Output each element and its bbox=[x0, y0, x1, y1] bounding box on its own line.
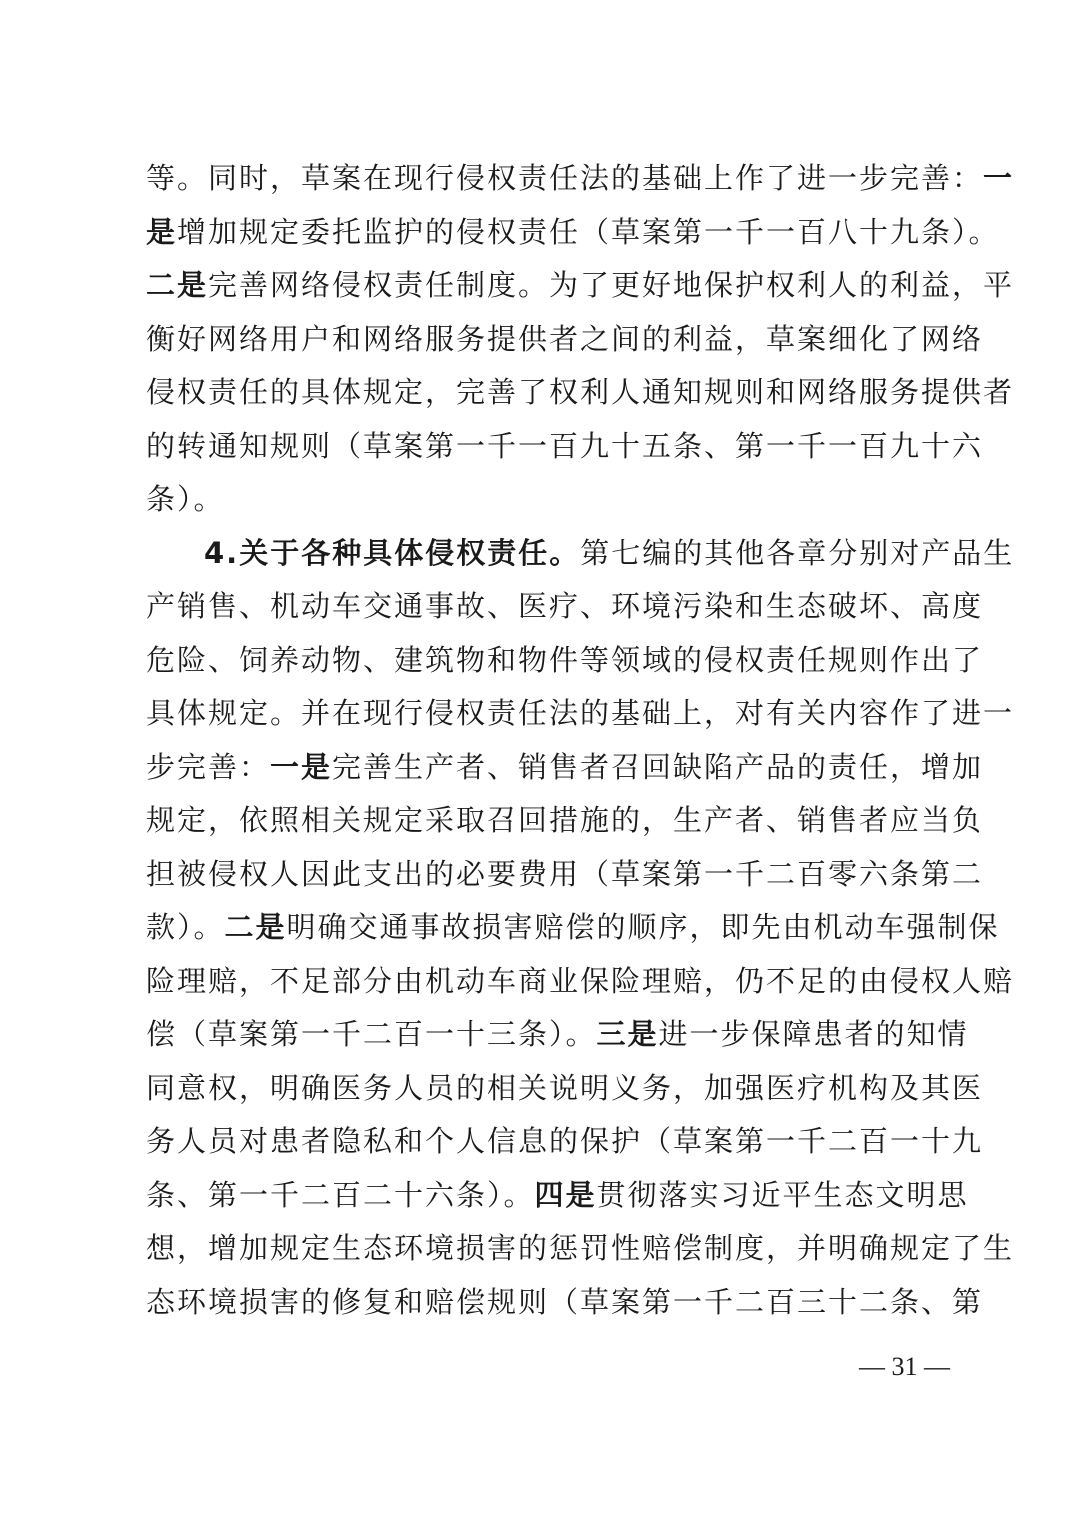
text-line bbox=[146, 1068, 984, 1108]
text-line bbox=[146, 800, 984, 840]
text-run: 增加规定委托监护的侵权责任（草案第一千一百八十九条）。 bbox=[177, 215, 1000, 249]
text-line bbox=[146, 265, 1015, 305]
text-run: 具体规定。并在现行侵权责任法的基础上，对有关内容作了进一 bbox=[146, 696, 1015, 730]
text-run: 进一步保障患者的知情 bbox=[658, 1017, 969, 1051]
text-run: 产销售、机动车交通事故、医疗、环境污染和生态破坏、高度 bbox=[146, 589, 984, 623]
bold-text: 三是 bbox=[596, 1017, 659, 1051]
text-run: 规定，依照相关规定采取召回措施的，生产者、销售者应当负 bbox=[146, 803, 984, 837]
text-line bbox=[146, 693, 1015, 733]
text-run: 条、第一千二百二十六条）。 bbox=[146, 1178, 535, 1212]
text-line bbox=[146, 1014, 969, 1054]
text-line bbox=[146, 854, 984, 894]
text-run: 偿（草案第一千二百一十三条）。 bbox=[146, 1017, 597, 1051]
text-line bbox=[146, 426, 984, 466]
text-run: 的转通知规则（草案第一千一百九十五条、第一千一百九十六 bbox=[146, 429, 984, 463]
text-run: 步完善： bbox=[146, 750, 271, 784]
text-line bbox=[146, 586, 984, 626]
text-line bbox=[146, 1175, 969, 1215]
text-run: 条）。 bbox=[146, 482, 225, 516]
text-line bbox=[146, 479, 938, 519]
text-run: 态环境损害的修复和赔偿规则（草案第一千二百三十二条、第 bbox=[146, 1285, 984, 1319]
text-run: 第七编的其他各章分别对产品生 bbox=[580, 536, 1015, 570]
text-line bbox=[146, 747, 984, 787]
text-run: 务人员对患者隐私和个人信息的保护（草案第一千二百一十九 bbox=[146, 1124, 984, 1158]
text-line bbox=[146, 640, 984, 680]
text-line bbox=[146, 1121, 984, 1161]
bold-text: 二是 bbox=[224, 910, 287, 944]
text-run: 险理赔，不足部分由机动车商业保险理赔，仍不足的由侵权人赔 bbox=[146, 964, 1015, 998]
text-line bbox=[146, 212, 1000, 252]
text-line bbox=[146, 1228, 1015, 1268]
text-run: 完善生产者、销售者召回缺陷产品的责任，增加 bbox=[332, 750, 984, 784]
text-line bbox=[146, 907, 1000, 947]
bold-text: 一 bbox=[983, 161, 1015, 195]
text-run: 贯彻落实习近平生态文明思 bbox=[596, 1178, 969, 1212]
text-line bbox=[146, 961, 1015, 1001]
text-run: 同意权，明确医务人员的相关说明义务，加强医疗机构及其医 bbox=[146, 1071, 984, 1105]
page-number: — 31 — bbox=[859, 1352, 950, 1381]
text-run: 等。同时，草案在现行侵权责任法的基础上作了进一步完善： bbox=[146, 161, 984, 195]
text-run: 明确交通事故损害赔偿的顺序，即先由机动车强制保 bbox=[286, 910, 1000, 944]
bold-text: 四是 bbox=[534, 1178, 597, 1212]
bold-text: 二是 bbox=[146, 268, 209, 302]
text-run: 侵权责任的具体规定，完善了权利人通知规则和网络服务提供者 bbox=[146, 375, 1015, 409]
text-line bbox=[146, 1282, 984, 1322]
text-run: 衡好网络用户和网络服务提供者之间的利益，草案细化了网络 bbox=[146, 322, 984, 356]
text-line bbox=[146, 372, 1015, 412]
text-line bbox=[146, 319, 984, 359]
text-run: 危险、饲养动物、建筑物和物件等领域的侵权责任规则作出了 bbox=[146, 643, 984, 677]
text-run: 担被侵权人因此支出的必要费用（草案第一千二百零六条第二 bbox=[146, 857, 984, 891]
text-run: 款）。 bbox=[146, 910, 225, 944]
text-line bbox=[146, 158, 1015, 198]
text-line bbox=[204, 533, 1015, 573]
bold-text: 一是 bbox=[270, 750, 333, 784]
text-run: 想，增加规定生态环境损害的惩罚性赔偿制度，并明确规定了生 bbox=[146, 1231, 1015, 1265]
bold-text: 是 bbox=[146, 215, 178, 249]
bold-text: 4.关于各种具体侵权责任。 bbox=[204, 536, 581, 570]
text-run: 完善网络侵权责任制度。为了更好地保护权利人的利益，平 bbox=[208, 268, 1015, 302]
